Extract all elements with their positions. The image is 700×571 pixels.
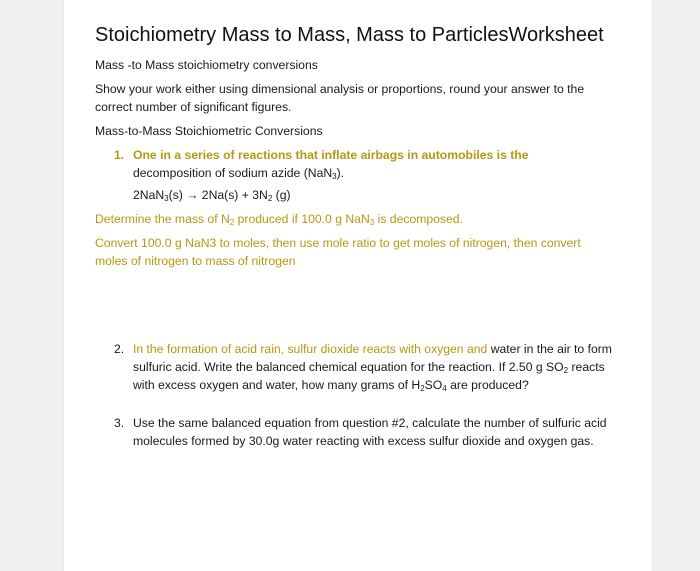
reaction-equation [95,186,615,204]
subscript: 3 [164,194,169,203]
worksheet-page [64,0,652,571]
question-3 [95,414,615,450]
section-heading: Mass-to-Mass Stoichiometric Conversions [95,124,323,138]
equation-part: (g) [272,188,291,202]
question-3-text: Use the same balanced equation from question #2, calculate the number of sulfuric acid molecules formed by 30.0g water reacting with excess sulfur dioxide and oxygen gas. [133,416,607,448]
question-2-text: reacts with excess oxygen and water, how many grams of H [133,360,605,392]
answer-space [95,276,615,340]
worksheet-content [95,20,615,450]
question-2-number: 2. [114,342,125,356]
question-2 [95,340,615,394]
question-1-bold-text: One in a series of reactions that inflate airbags in automobiles is the [133,148,529,162]
instructions: Show your work either using dimensional analysis or proportions, round your answer to the correct number of significant figures. [95,82,585,114]
page-title: Stoichiometry Mass to Mass, Mass to ParticlesWorksheet [95,24,604,46]
question-2-text: SO [424,378,443,392]
conversion-hint: Convert 100.0 g NaN3 to moles, then use mole ratio to get moles of nitrogen, then convert moles of nitrogen to mass of nitrogen [95,236,581,268]
question-2-text: water in the air to form sulfuric acid. Write the balanced chemical equation for the reaction. If 2.50 g SO [133,342,612,374]
question-2-text: are produced? [446,378,529,392]
subscript: 3 [332,172,337,181]
equation-part: 2NaN [133,188,165,202]
answer-space [95,394,615,414]
question-3-number: 3. [114,416,125,430]
question-1-line2 [133,166,344,180]
subscript: 2 [229,218,235,227]
determine-part: produced if 100.0 g NaN [234,212,370,226]
determine-part: is decomposed. [374,212,463,226]
subscript: 2 [563,366,569,375]
question-2-gold-text: In the formation of acid rain, sulfur dioxide reacts with oxygen and [133,342,488,356]
question-1 [95,146,615,182]
determine-part: Determine the mass of N [95,212,230,226]
question-1-line2-text: decomposition of sodium azide (NaN [133,166,333,180]
subscript: 4 [442,384,447,393]
question-1-line2-end: ). [336,166,345,180]
question-1-number: 1. [114,148,125,162]
determine-prompt [95,210,615,228]
subtitle: Mass -to Mass stoichiometry conversions [95,58,318,72]
subscript: 2 [420,384,425,393]
subscript: 2 [267,194,273,203]
subscript: 3 [369,218,375,227]
equation-part: (s) → 2Na(s) + 3N [168,188,268,202]
